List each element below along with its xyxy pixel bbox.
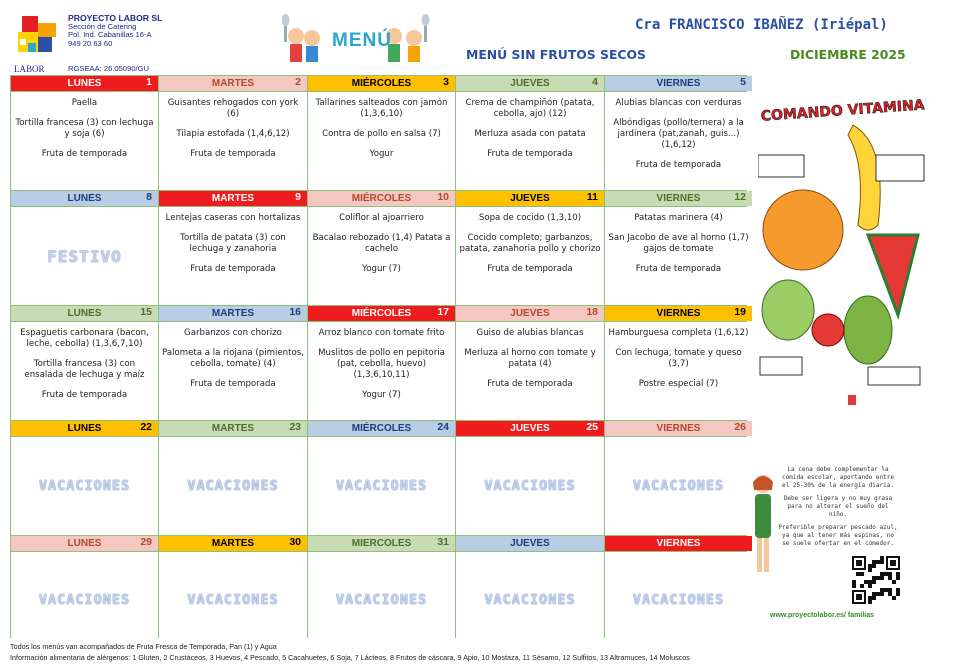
day-name: MIERCOLES: [351, 538, 412, 549]
dish: Fruta de temporada: [635, 264, 722, 274]
day-name: MARTES: [211, 423, 255, 434]
day-number: 16: [289, 306, 301, 318]
dish: Merluza asada con patata: [474, 129, 586, 139]
day-name: JUEVES: [510, 78, 550, 89]
menu-cell: [308, 207, 455, 305]
dish: Bacalao rebozado (1,4) Patata a cachelo: [312, 233, 451, 254]
footer-note: Todos los menús van acompañados de Fruta Fresca de Temporada, Pan (1) y Agua: [10, 642, 277, 651]
day-header: [456, 76, 604, 91]
advice-text: Debe ser ligera y no muy grasa para no alterar el sueño del niño.: [783, 495, 893, 518]
vacation-cell: [456, 437, 604, 535]
day-name: MIÉRCOLES: [351, 193, 412, 204]
dish: Postre especial (7): [638, 379, 719, 389]
dish: Coliflor al ajoarriero: [339, 213, 424, 223]
day-header: [308, 421, 455, 436]
dish: Tallarines salteados con jamón (1,3,6,10): [315, 98, 448, 119]
day-number: 19: [734, 306, 746, 318]
dish: Fruta de temporada: [487, 149, 573, 159]
day-header: [11, 421, 158, 436]
dish: Espaguetis carbonara (bacon, leche, cebolla) (1,3,6,7,10): [20, 328, 149, 349]
dish: Fruta de temporada: [190, 264, 276, 274]
dish: San Jacobo de ave al horno (1,7) gajos de tomate: [608, 233, 749, 254]
day-name: MARTES: [211, 538, 255, 549]
menu-cell: [605, 92, 752, 190]
day-name: JUEVES: [510, 538, 550, 549]
cook-girl-illustration: [748, 470, 778, 580]
company-phone: 949 20 63 60: [68, 38, 113, 48]
day-header: [456, 536, 604, 551]
holiday-label: VACACIONES: [38, 478, 131, 494]
dish: Fruta de temporada: [41, 390, 128, 400]
dish: Sopa de cocido (1,3,10): [478, 213, 582, 223]
vacation-cell: [605, 552, 752, 648]
dish: Palometa a la riojana (pimientos, cebolla, tomate) (4): [162, 348, 304, 369]
vacation-cell: [456, 552, 604, 648]
day-name: LUNES: [67, 423, 102, 434]
day-number: 4: [592, 76, 598, 88]
day-name: JUEVES: [510, 308, 550, 319]
vacation-cell: [11, 437, 158, 535]
holiday-label: VACACIONES: [484, 592, 576, 608]
menu-cell: [456, 322, 604, 420]
holiday-label: VACACIONES: [38, 592, 131, 608]
day-number: 15: [140, 306, 152, 318]
company-name: PROYECTO LABOR SL: [68, 13, 163, 23]
day-name: VIERNES: [656, 193, 701, 204]
company-line: Sección de Catering: [68, 21, 137, 31]
menu-cell: [456, 92, 604, 190]
dish: Merluza al horno con tomate y patata (4): [464, 348, 596, 369]
dish: Alubias blancas con verduras: [615, 98, 742, 108]
advice-text: Preferible preparar pescado azul, ya que al tener más espinas, no se suele ofertar en el comedor.: [778, 524, 898, 547]
holiday-label: VACACIONES: [632, 592, 725, 608]
day-number: 9: [295, 191, 301, 203]
allergen-legend: Información alimentaria de alérgenos: 1 Gluten, 2 Crustáceos, 3 Huevos, 4 Pescado, 5 Cacahuetes, 6 Soja, 7 Lácteos, 8 Frutos de cáscara, 9 Apio, 10 Mostaza, 11 Sésamo, 12 Sulfitos, 13 Altramuces, 14 Moluscos: [10, 653, 690, 662]
dish: Hamburguesa completa (1,6,12): [608, 328, 749, 338]
rgseaa-number: RGSEAA: 26.05090/GU: [68, 64, 150, 73]
dish: Lentejas caseras con hortalizas: [165, 213, 301, 223]
day-number: 30: [289, 536, 301, 548]
day-name: LUNES: [67, 193, 102, 204]
dish: Yogur (7): [362, 390, 401, 400]
day-name: VIERNES: [656, 78, 701, 89]
dish: Tortilla francesa (3) con lechuga y soja (6): [15, 118, 154, 139]
day-name: MIÉRCOLES: [351, 78, 412, 89]
vitamin-poster: [758, 85, 928, 415]
day-name: VIERNES: [656, 538, 701, 549]
dish: Fruta de temporada: [635, 160, 722, 170]
day-number: 2: [295, 76, 301, 88]
day-header: [605, 191, 752, 206]
dish: Paella: [71, 98, 98, 108]
day-header: [605, 421, 752, 436]
day-number: 10: [437, 191, 449, 203]
dish: Yogur (7): [362, 264, 401, 274]
day-number: 29: [140, 536, 152, 548]
dish: Guisantes rehogados con york (6): [167, 98, 299, 119]
dish: Fruta de temporada: [487, 379, 573, 389]
day-number: 1: [146, 76, 152, 88]
menu-cell: [308, 322, 455, 420]
day-name: LUNES: [67, 308, 102, 319]
holiday-label: VACACIONES: [335, 592, 428, 608]
menu-cell: [605, 207, 752, 305]
day-name: JUEVES: [510, 423, 550, 434]
day-name: MARTES: [211, 308, 255, 319]
vacation-cell: [159, 437, 307, 535]
day-name: JUEVES: [510, 193, 550, 204]
dish: Tortilla de patata (3) con lechuga y zanahoria: [180, 233, 286, 254]
day-header: [159, 421, 307, 436]
dish: Contra de pollo en salsa (7): [322, 129, 441, 139]
company-info: [68, 14, 162, 48]
menu-cell: [159, 92, 307, 190]
logo-wordmark: LABOR: [14, 64, 45, 74]
day-number: 12: [734, 191, 746, 203]
holiday-label: VACACIONES: [187, 592, 279, 608]
menu-cell: [11, 322, 158, 420]
menu-cell: [605, 322, 752, 420]
company-line: Pol. Ind. Cabanillas 16-A: [68, 30, 152, 40]
day-number: 22: [140, 421, 152, 433]
day-name: LUNES: [67, 538, 102, 549]
school-name: Cra FRANCISCO IBAÑEZ (Iriépal): [635, 17, 888, 33]
day-header: [308, 306, 455, 321]
dish: Cocido completo; garbanzos, patata, zanahoria pollo y chorizo: [459, 233, 601, 254]
dish: Arroz blanco con tomate frito: [318, 328, 445, 338]
menu-cell: [456, 207, 604, 305]
dish: Tortilla francesa (3) con ensalada de lechuga y maíz: [24, 359, 145, 380]
vacation-cell: [308, 552, 455, 648]
holiday-label: FESTIVO: [47, 246, 122, 266]
day-number: 26: [734, 421, 746, 433]
day-header: [159, 76, 307, 91]
menu-cell: [159, 322, 307, 420]
dish: Muslitos de pollo en pepitoria (pat, cebolla, huevo) (1,3,6,10,11): [318, 348, 445, 380]
day-number: 24: [437, 421, 449, 433]
dish: Garbanzos con chorizo: [184, 328, 282, 338]
day-header: [11, 191, 158, 206]
day-number: 31: [437, 536, 449, 548]
day-name: MARTES: [211, 193, 255, 204]
dish: Fruta de temporada: [190, 379, 276, 389]
dish: Yogur: [369, 149, 394, 159]
day-header: [11, 306, 158, 321]
month-label: DICIEMBRE 2025: [790, 47, 906, 62]
website-link[interactable]: www.proyectolabor.es/ familias: [770, 612, 874, 619]
day-number: 11: [586, 191, 598, 203]
advice-text: La cena debe complementar la comida escolar, aportando entre el 25-30% de la energía diaria.: [782, 466, 894, 489]
company-logo: [14, 13, 64, 65]
day-name: MARTES: [211, 78, 255, 89]
day-name: MIÉRCOLES: [351, 423, 412, 434]
dish: Fruta de temporada: [487, 264, 573, 274]
vacation-cell: [11, 552, 158, 648]
dish: Fruta de temporada: [41, 149, 128, 159]
menu-cell: [11, 92, 158, 190]
day-number: 25: [586, 421, 598, 433]
menu-cell: [308, 92, 455, 190]
dish: Patatas marinera (4): [634, 213, 723, 223]
day-header: [605, 76, 752, 91]
dish: Albóndigas (pollo/ternera) a la jardinera (pat,zanah, guis...) (1,6,12): [613, 118, 744, 150]
day-header: [456, 306, 604, 321]
holiday-label: VACACIONES: [632, 478, 725, 494]
day-number: 17: [437, 306, 449, 318]
vacation-cell: [159, 552, 307, 648]
day-number: 23: [289, 421, 301, 433]
vacation-cell: [605, 437, 752, 535]
day-header: [11, 536, 158, 551]
day-number: 5: [740, 76, 746, 88]
day-header: [159, 536, 307, 551]
menu-subtitle: MENÚ SIN FRUTOS SECOS: [466, 47, 646, 62]
dish: Crema de champiñón (patata, cebolla, ajo) (12): [465, 98, 595, 119]
day-header: [308, 536, 455, 551]
day-number: 3: [443, 76, 449, 88]
day-header: [605, 306, 752, 321]
holiday-cell: [11, 207, 158, 305]
menu-calendar: [10, 75, 747, 638]
day-header: [159, 191, 307, 206]
holiday-label: VACACIONES: [187, 478, 279, 494]
poster-title: COMANDO VITAMINA: [760, 97, 926, 125]
menu-word-art: MENÚ: [332, 30, 392, 51]
dish: Tilapia estofada (1,4,6,12): [176, 129, 290, 139]
vacation-cell: [308, 437, 455, 535]
day-header: [456, 191, 604, 206]
holiday-label: VACACIONES: [484, 478, 576, 494]
dish: Guiso de alubias blancas: [476, 328, 584, 338]
day-name: VIERNES: [656, 308, 701, 319]
day-header: [308, 191, 455, 206]
qr-code[interactable]: [852, 556, 900, 604]
day-header: [11, 76, 158, 91]
day-header: [605, 536, 752, 551]
day-name: VIERNES: [656, 423, 701, 434]
menu-cell: [159, 207, 307, 305]
dish: Fruta de temporada: [190, 149, 276, 159]
day-header: [456, 421, 604, 436]
day-header: [308, 76, 455, 91]
day-number: 18: [586, 306, 598, 318]
day-name: MIÉRCOLES: [351, 308, 412, 319]
day-number: 8: [146, 191, 152, 203]
day-header: [159, 306, 307, 321]
dish: Con lechuga, tomate y queso (3,7): [615, 348, 742, 369]
dinner-advice: [778, 466, 898, 553]
holiday-label: VACACIONES: [335, 478, 428, 494]
day-name: LUNES: [67, 78, 102, 89]
